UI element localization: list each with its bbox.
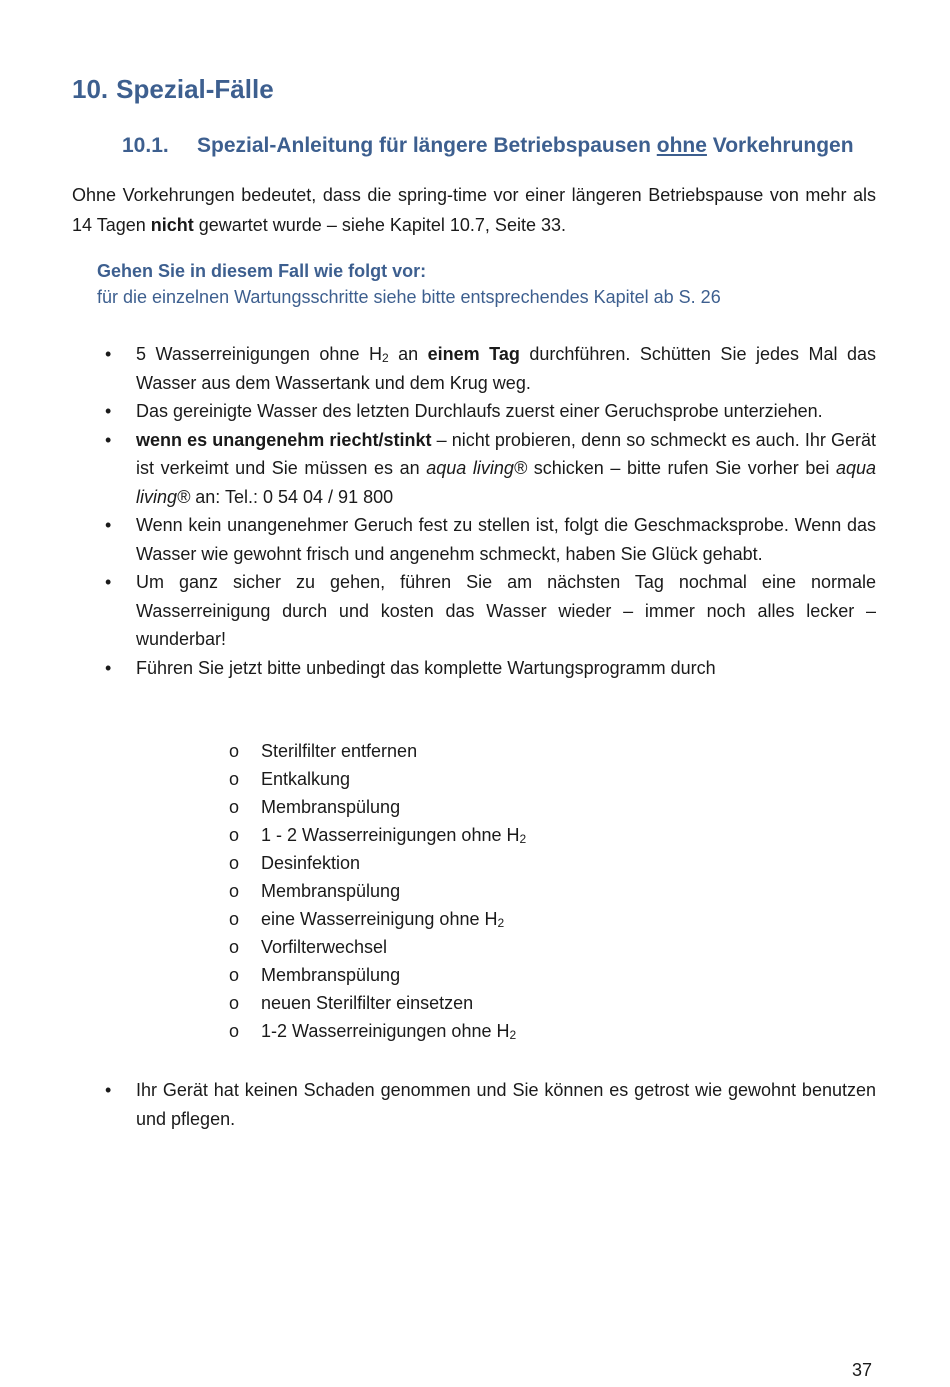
bullet-icon: •	[105, 401, 112, 421]
circle-bullet-icon: o	[229, 825, 240, 845]
chapter-number: 10.	[72, 74, 109, 104]
bullet-icon: •	[105, 572, 112, 592]
step-item	[229, 989, 950, 1017]
chapter-heading	[72, 74, 274, 105]
list-item	[105, 397, 876, 426]
list-item	[105, 654, 876, 683]
step-text: Entkalkung	[261, 769, 351, 789]
list-item-text: Wenn kein unangenehmer Geruch fest zu stellen ist, folgt die Geschmacksprobe. Wenn das Wasser wie gewohnt frisch und angenehm schmeckt, haben Sie Glück gehabt.	[136, 515, 876, 564]
subscript: 2	[509, 1028, 517, 1042]
step-text: 1 - 2 Wasserreinigungen ohne H	[261, 825, 520, 845]
intro-text-2: gewartet wurde – siehe Kapitel 10.7, Seite 33.	[193, 215, 566, 235]
step-item	[229, 765, 950, 793]
circle-bullet-icon: o	[229, 769, 240, 789]
brand-name: aqua living®	[136, 458, 877, 507]
section-number: 10.1.	[122, 134, 169, 157]
step-text: Sterilfilter entfernen	[261, 741, 418, 761]
step-text: neuen Sterilfilter einsetzen	[261, 993, 474, 1013]
step-text: Membranspülung	[261, 965, 401, 985]
subscript: 2	[381, 351, 389, 365]
bullet-icon: •	[105, 657, 112, 678]
step-item	[229, 849, 950, 877]
step-text: Desinfektion	[261, 853, 361, 873]
circle-bullet-icon: o	[229, 741, 240, 761]
section-title-underlined: ohne	[656, 134, 707, 157]
list-item-text: schicken – bitte rufen Sie vorher bei	[527, 458, 836, 478]
list-item-text: Führen Sie jetzt bitte unbedingt das komplette Wartungsprogramm durch	[136, 657, 716, 678]
circle-bullet-icon: o	[229, 881, 240, 901]
bullet-list	[0, 340, 950, 682]
subscript: 2	[519, 832, 527, 846]
circle-bullet-icon: o	[229, 797, 240, 817]
circle-bullet-icon: o	[229, 853, 240, 873]
list-item	[105, 511, 876, 568]
bullet-icon: •	[105, 1080, 112, 1100]
step-item	[229, 877, 950, 905]
step-text: Membranspülung	[261, 797, 401, 817]
list-item-text: Ihr Gerät hat keinen Schaden genommen und Sie können es getrost wie gewohnt benutzen und pflegen.	[136, 1080, 876, 1129]
list-item	[105, 426, 877, 512]
list-item	[105, 340, 876, 397]
step-item	[229, 933, 950, 961]
list-item	[105, 1076, 876, 1133]
list-item	[105, 568, 876, 654]
step-item	[229, 961, 950, 989]
section-title-pre: Spezial-Anleitung für längere Betriebspausen	[197, 134, 657, 157]
list-item-text: an: Tel.: 0 54 04 / 91 800	[190, 486, 394, 507]
maintenance-steps-list	[0, 737, 950, 1045]
brand-name: aqua living®	[426, 458, 528, 478]
list-item-text: durchführen. Schütten Sie jedes Mal das Wasser aus dem Wassertank und dem Krug weg.	[136, 344, 876, 393]
step-item	[229, 737, 950, 765]
bullet-icon: •	[105, 429, 112, 450]
step-item	[229, 905, 950, 933]
circle-bullet-icon: o	[229, 909, 240, 929]
list-item-text: Um ganz sicher zu gehen, führen Sie am nächsten Tag nochmal eine normale Wasserreinigung durch und kosten das Wasser wieder – immer noch alles lecker – wunderbar!	[136, 572, 876, 649]
step-text: Vorfilterwechsel	[261, 937, 388, 957]
step-item	[229, 1017, 950, 1045]
section-heading	[122, 134, 882, 158]
list-item-bold: einem Tag	[427, 344, 520, 364]
bullet-icon: •	[105, 515, 112, 535]
section-title-post: Vorkehrungen	[706, 134, 854, 157]
step-text: Membranspülung	[261, 881, 401, 901]
intro-paragraph	[72, 180, 876, 240]
list-item-text: Das gereinigte Wasser des letzten Durchlaufs zuerst einer Geruchsprobe unterziehen.	[136, 401, 823, 421]
intro-bold: nicht	[150, 215, 194, 235]
circle-bullet-icon: o	[229, 993, 240, 1013]
final-bullet-block	[0, 1076, 950, 1133]
procedure-subheading-bold: Gehen Sie in diesem Fall wie folgt vor:	[97, 261, 427, 281]
circle-bullet-icon: o	[229, 1021, 240, 1041]
step-item	[229, 821, 950, 849]
step-text: eine Wasserreinigung ohne H	[261, 909, 498, 929]
circle-bullet-icon: o	[229, 937, 240, 957]
step-item	[229, 793, 950, 821]
procedure-subheading	[97, 258, 877, 310]
intro-text-1: Ohne Vorkehrungen bedeutet, dass die spring-time vor einer längeren Betriebspause von mehr als 14 Tagen	[72, 185, 876, 235]
list-item-text: an	[388, 344, 428, 364]
circle-bullet-icon: o	[229, 965, 240, 985]
page-number: 37	[852, 1360, 873, 1380]
step-text: 1-2 Wasserreinigungen ohne H	[261, 1021, 510, 1041]
list-item-text: 5 Wasserreinigungen ohne H	[136, 344, 382, 364]
list-item-text: – nicht probieren, denn so schmeckt es auch. Ihr Gerät ist verkeimt und Sie müssen es an	[136, 429, 876, 478]
chapter-title: Spezial-Fälle	[116, 74, 274, 104]
bullet-icon: •	[105, 344, 112, 364]
procedure-subheading-note: für die einzelnen Wartungsschritte siehe bitte entsprechendes Kapitel ab S. 26	[97, 287, 721, 307]
subscript: 2	[497, 916, 505, 930]
list-item-bold: wenn es unangenehm riecht/stinkt	[136, 429, 432, 450]
